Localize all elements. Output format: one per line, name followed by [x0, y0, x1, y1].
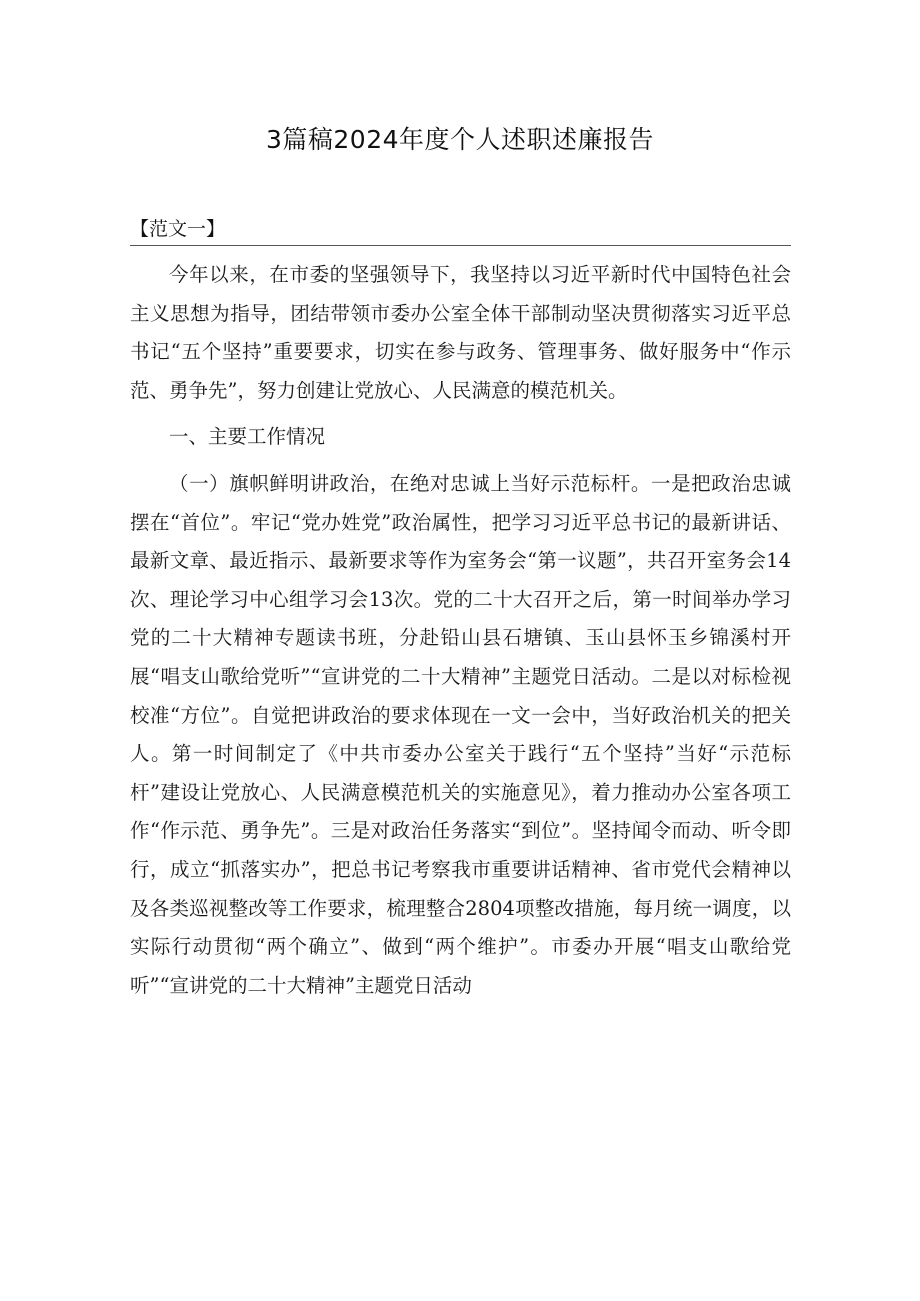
paragraph-politics: （一）旗帜鲜明讲政治，在绝对忠诚上当好示范标杆。一是把政治忠诚摆在“首位”。牢记“党办姓党”政治属性，把学习习近平总书记的最新讲话、最新文章、最近指示、最新要求等作为室务会“第一议题”，共召开室务会14次、理论学习中心组学习会13次。党的二十大召开之后，第一时间举办学习党的二十大精神专题读书班，分赴铅山县石塘镇、玉山县怀玉乡锦溪村开展“唱支山歌给党听”“宣讲党的二十大精神”主题党日活动。二是以对标检视校准“方位”。自觉把讲政治的要求体现在一文一会中，当好政治机关的把关人。第一时间制定了《中共市委办公室关于践行“五个坚持”当好“示范标杆”建设让党放心、人民满意模范机关的实施意见》，着力推动办公室各项工作“作示范、勇争先”。三是对政治任务落实“到位”。坚持闻令而动、听令即行，成立“抓落实办”，把总书记考察我市重要讲话精神、省市党代会精神以及各类巡视整改等工作要求，梳理整合2804项整改措施，每月统一调度，以实际行动贯彻“两个确立”、做到“两个维护”。市委办开展“唱支山歌给党听”“宣讲党的二十大精神”主题党日活动 [130, 471, 791, 997]
section-heading-main-work: 一、主要工作情况 [169, 425, 326, 449]
document-title: 3篇稿2024年度个人述职述廉报告 [265, 125, 655, 154]
document-body [130, 256, 791, 1005]
section-label: 【范文一】 [130, 218, 226, 240]
paragraph-intro: 今年以来，在市委的坚强领导下，我坚持以习近平新时代中国特色社会主义思想为指导，团结带领市委办公室全体干部制动坚决贯彻落实习近平总书记“五个坚持”重要要求，切实在参与政务、管理事务、做好服务中“作示范、勇争先”，努力创建让党放心、人民满意的模范机关。 [130, 263, 791, 402]
section-divider [130, 245, 791, 246]
